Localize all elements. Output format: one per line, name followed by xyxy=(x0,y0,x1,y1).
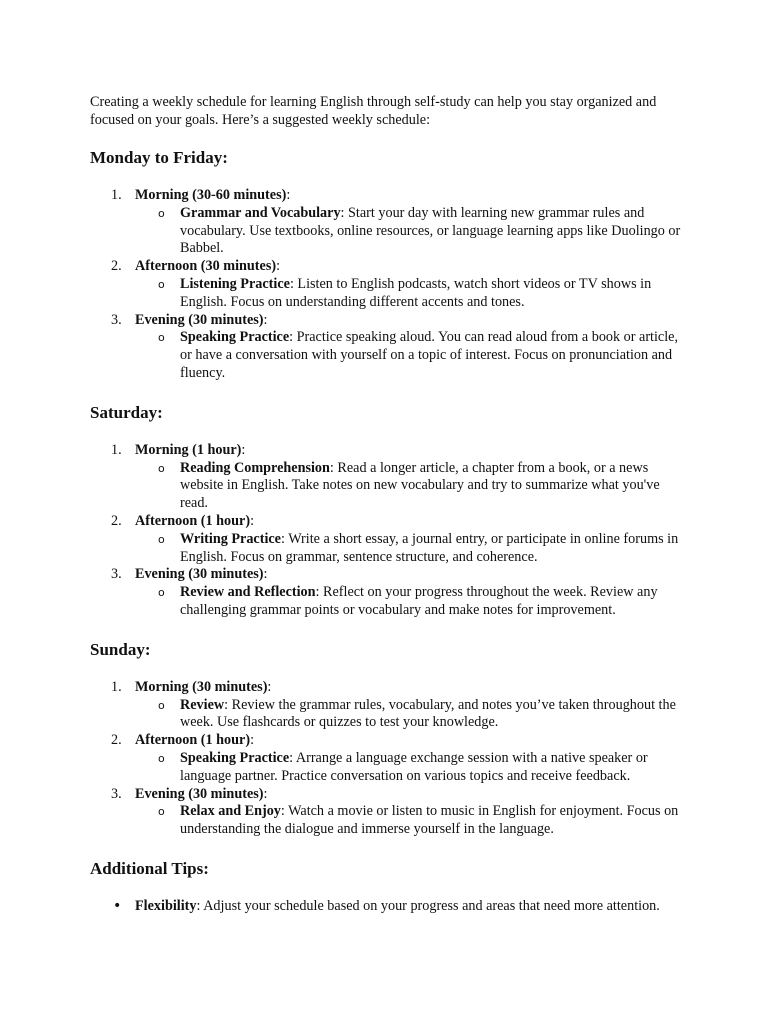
list-item xyxy=(90,679,690,732)
intro-paragraph: Creating a weekly schedule for learning English through self-study can help you stay organized and focused on your goals. Here’s a suggested weekly schedule: xyxy=(90,94,657,128)
section-heading: Saturday: xyxy=(90,402,163,422)
activity-label: Review xyxy=(180,696,225,713)
colon: : xyxy=(276,258,281,275)
colon: : xyxy=(241,441,246,458)
circle-bullet-icon: o xyxy=(158,532,165,546)
colon: : xyxy=(263,785,268,802)
schedule-list xyxy=(90,679,690,839)
time-label: Afternoon (1 hour) xyxy=(135,732,251,749)
sub-list-item xyxy=(135,460,690,513)
colon: : xyxy=(250,732,255,749)
circle-bullet-icon: o xyxy=(158,461,165,475)
sub-list xyxy=(135,803,690,839)
sub-list xyxy=(135,584,690,620)
list-item xyxy=(90,442,690,513)
colon: : xyxy=(250,512,255,529)
circle-bullet-icon: o xyxy=(158,206,165,220)
activity-label: Reading Comprehension xyxy=(180,459,330,476)
list-number: 3. xyxy=(111,566,122,583)
activity-label: Speaking Practice xyxy=(180,329,290,346)
time-label: Morning (1 hour) xyxy=(135,441,242,458)
list-number: 3. xyxy=(111,311,122,328)
list-item xyxy=(90,513,690,566)
sub-list xyxy=(135,531,690,567)
section-saturday xyxy=(90,402,690,620)
tip-label: Flexibility xyxy=(135,897,197,914)
list-number: 1. xyxy=(111,187,122,203)
activity-text: : Watch a movie or listen to music in English for enjoyment. Focus on understanding the dialogue and immerse yourself in the language. xyxy=(180,803,679,838)
circle-bullet-icon: o xyxy=(158,331,165,345)
schedule-list xyxy=(90,187,690,383)
schedule-list xyxy=(90,442,690,620)
activity-text: : Listen to English podcasts, watch short videos or TV shows in English. Focus on understanding different accents and tones. xyxy=(180,275,652,310)
sub-list-item xyxy=(135,697,690,733)
colon: : xyxy=(286,187,291,203)
circle-bullet-icon: o xyxy=(158,751,165,765)
list-item xyxy=(90,786,690,839)
activity-label: Listening Practice xyxy=(180,275,290,292)
list-number: 1. xyxy=(111,441,122,458)
circle-bullet-icon: o xyxy=(158,698,165,712)
list-item xyxy=(90,312,690,383)
sub-list-item xyxy=(135,584,690,620)
activity-text: : Reflect on your progress throughout the week. Review any challenging grammar points or vocabulary and make notes for improvement. xyxy=(180,584,658,618)
tip-text: : Adjust your schedule based on your progress and areas that need more attention. xyxy=(196,897,660,914)
sub-list-item xyxy=(135,803,690,839)
circle-bullet-icon: o xyxy=(158,805,165,819)
activity-text: : Write a short essay, a journal entry, or participate in online forums in English. Focus on grammar, sentence structure, and coherence. xyxy=(180,530,679,565)
sub-list xyxy=(135,750,690,786)
bullet-icon: • xyxy=(113,897,122,914)
list-number: 2. xyxy=(111,258,122,275)
time-label: Afternoon (30 minutes) xyxy=(135,258,277,275)
section-heading: Additional Tips: xyxy=(90,858,209,878)
sub-list-item xyxy=(135,329,690,382)
colon: : xyxy=(267,678,272,695)
document-page xyxy=(90,93,690,916)
list-number: 1. xyxy=(111,678,122,695)
activity-label: Writing Practice xyxy=(180,530,281,547)
sub-list-item xyxy=(135,205,690,258)
list-number: 3. xyxy=(111,785,122,802)
activity-text: : Practice speaking aloud. You can read aloud from a book or article, or have a conversation with yourself on a topic of interest. Focus on pronunciation and fluency. xyxy=(180,329,679,381)
time-label: Evening (30 minutes) xyxy=(135,785,264,802)
activity-label: Grammar and Vocabulary xyxy=(180,204,341,221)
list-item xyxy=(90,187,690,258)
colon: : xyxy=(263,566,268,583)
sub-list-item xyxy=(135,750,690,786)
tip-item xyxy=(90,898,690,916)
sub-list xyxy=(135,329,690,382)
colon: : xyxy=(263,311,268,328)
sub-list xyxy=(135,460,690,513)
section-sunday xyxy=(90,639,690,839)
list-number: 2. xyxy=(111,732,122,749)
list-number: 2. xyxy=(111,512,122,529)
tips-list xyxy=(90,898,690,916)
activity-text: : Read a longer article, a chapter from a book, or a news website in English. Take notes on new vocabulary and try to summarize what you've read. xyxy=(180,459,660,512)
circle-bullet-icon: o xyxy=(158,277,165,291)
activity-label: Speaking Practice xyxy=(180,749,290,766)
sub-list xyxy=(135,276,690,312)
list-item xyxy=(90,566,690,619)
sub-list xyxy=(135,697,690,733)
section-monday-to-friday xyxy=(90,147,690,383)
activity-label: Relax and Enjoy xyxy=(180,803,281,820)
time-label: Afternoon (1 hour) xyxy=(135,512,251,529)
section-heading: Sunday: xyxy=(90,639,151,659)
list-item xyxy=(90,258,690,311)
time-label: Evening (30 minutes) xyxy=(135,566,264,583)
activity-text: : Review the grammar rules, vocabulary, and notes you’ve taken throughout the week. Use flashcards or quizzes to test your knowledge. xyxy=(180,696,676,731)
activity-text: : Start your day with learning new grammar rules and vocabulary. Use textbooks, online resources, or language learning apps like Duolingo or Babbel. xyxy=(180,204,681,257)
sub-list-item xyxy=(135,531,690,567)
time-label: Morning (30-60 minutes) xyxy=(135,187,287,203)
activity-label: Review and Reflection xyxy=(180,584,316,601)
section-additional-tips xyxy=(90,858,690,916)
time-label: Evening (30 minutes) xyxy=(135,311,264,328)
sub-list-item xyxy=(135,276,690,312)
circle-bullet-icon: o xyxy=(158,586,165,600)
activity-text: : Arrange a language exchange session with a native speaker or language partner. Practice conversation on various topics and receive feedback. xyxy=(180,749,648,784)
sub-list xyxy=(135,205,690,258)
time-label: Morning (30 minutes) xyxy=(135,678,268,695)
section-heading: Monday to Friday: xyxy=(90,148,228,167)
list-item xyxy=(90,732,690,785)
